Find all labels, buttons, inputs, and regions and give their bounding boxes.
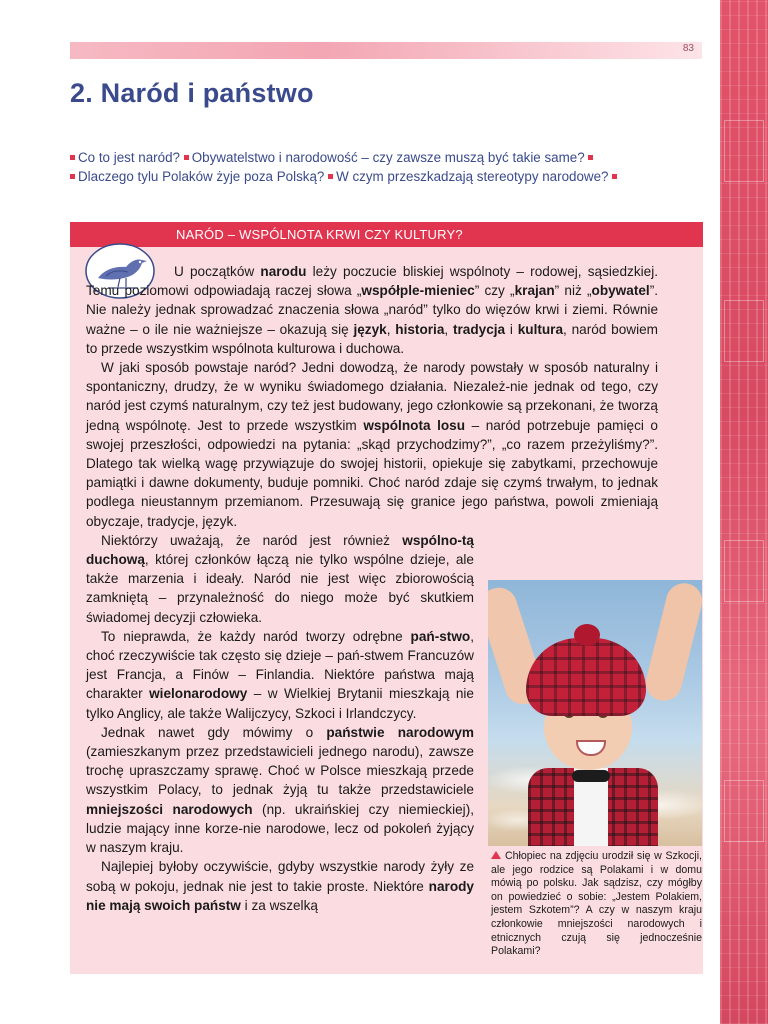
bold-term: narody nie mają swoich państw xyxy=(86,878,474,913)
header-bar xyxy=(70,42,702,59)
bold-term: wspólno-tą duchową xyxy=(86,532,474,568)
bold-term: pań-stwo xyxy=(410,628,471,644)
bold-term: współple-mieniec xyxy=(361,283,475,299)
paragraph-5 xyxy=(86,723,474,857)
text-run: leży poczucie bliskiej wspólnoty – rodowej, sąsiedzkiej. Temu poziomowi odpowiadają raczej słowa „ xyxy=(86,264,658,299)
text-run: – w Wielkiej Brytanii mieszkają nie tylko Anglicy, ale także Walijczycy, Szkoci i Irlandczycy. xyxy=(86,686,474,721)
bold-term: narodu xyxy=(260,264,307,279)
caption-text: Chłopiec na zdjęciu urodził się w Szkocji, ale jego rodzice są Polakami i w domu mówią po polsku. Jak sądzisz, czy mógłby on powiedzieć o sobie: „Jestem Polakiem, jestem Szkotem”? A czy w naszym kraju członkowie mniejszości narodowych i etnicznych czują się jednocześnie Polakami? xyxy=(491,850,702,958)
text-run: U początków xyxy=(174,264,261,279)
strip-block xyxy=(724,780,764,842)
paragraph-6 xyxy=(86,857,474,915)
bullet-icon xyxy=(70,155,75,160)
photo-scottish-boy xyxy=(488,580,702,846)
photo-bow-tie xyxy=(572,770,610,782)
text-run: ” niż „ xyxy=(554,283,592,299)
bold-term: wspólnota losu xyxy=(363,417,466,433)
text-run: Najlepiej byłoby oczywiście, gdyby wszystkie narody żyły ze sobą w pokoju, jednak nie jest to takie proste. Niektóre xyxy=(86,859,474,894)
guiding-questions xyxy=(70,148,710,186)
text-run: (zamieszkanym przez przedstawicieli jednego narodu), zawsze trochę upraszczamy sprawę. Choć w Polsce mieszkają przede wszystkim Polacy, to jednak żyją tu także przedstawiciele xyxy=(86,744,474,798)
page-number: 83 xyxy=(682,43,694,54)
narrow-column xyxy=(86,531,474,915)
question-4: W czym przeszkadzają stereotypy narodowe? xyxy=(336,169,609,184)
text-run: Jednak nawet gdy mówimy o xyxy=(101,724,327,740)
paragraph-4 xyxy=(86,627,474,723)
paragraph-3 xyxy=(86,531,474,627)
bullet-icon xyxy=(588,155,593,160)
text-run: ”. Nie należy jednak sprowadzać znaczenia słowa „naród” tylko do więzów krwi i ziemi. Równie ważne – o ile nie ważniejsze – okazują się xyxy=(86,283,658,337)
strip-block xyxy=(724,300,764,362)
text-run: – naród potrzebuje pamięci o swojej przeszłości, odpowiedzi na pytania: „skąd przychodzimy?”, „co razem przeżyliśmy?”. Dlatego tak wielką wagę przywiązuje do swojej historii, opiekuje się zabytkami, przechowuje pamiątki i dawne dokumenty, buduje pomniki. Choć naród zdaje się czymś trwałym, to jednak podlega nieustannym przemianom. Przesuwają się granice jego państwa, powoli zmieniają obyczaje, tradycje, język. xyxy=(86,417,658,529)
strip-block xyxy=(724,120,764,182)
strip-block xyxy=(724,540,764,602)
section-header xyxy=(70,222,703,247)
text-run: , xyxy=(444,321,453,337)
question-2: Obywatelstwo i narodowość – czy zawsze muszą być takie same? xyxy=(191,150,585,165)
text-run: To nieprawda, że każdy naród tworzy odrębne xyxy=(101,628,411,644)
bold-term: język xyxy=(353,321,387,337)
questions-line-1 xyxy=(70,148,710,167)
question-3: Dlaczego tylu Polaków żyje poza Polską? xyxy=(78,169,325,184)
text-run: , choć rzeczywiście tak często się dzieje – pań-stwem Francuzów jest Francja, a Finów – Finlandia. Niektóre państwa mają charakter xyxy=(86,628,474,702)
bold-term: tradycja xyxy=(452,321,506,337)
text-run: , xyxy=(386,321,396,337)
bold-term: historia xyxy=(395,321,445,337)
triangle-up-icon xyxy=(491,851,501,859)
text-run: , naród bowiem to przede wszystkim wspólnota kulturowa i duchowa. xyxy=(86,321,658,356)
questions-line-2 xyxy=(70,167,710,186)
paragraph-1 xyxy=(86,262,658,358)
bullet-icon xyxy=(70,174,75,179)
bold-term: krajan xyxy=(514,283,555,299)
text-run: i xyxy=(505,321,518,337)
bold-term: obywatel xyxy=(591,283,650,299)
question-1: Co to jest naród? xyxy=(78,150,180,165)
text-run: Niektórzy uważają, że naród jest również xyxy=(101,532,403,548)
bullet-icon xyxy=(328,174,333,179)
bold-term: mniejszości narodowych xyxy=(86,801,253,817)
text-run: W jaki sposób powstaje naród? Jedni dowodzą, że narody powstały w sposób naturalny i spontaniczny, drudzy, że w wyniku świadomego działania. Niezależ-nie jednak od tego, czy naród jest czymś naturalnym, czy też jest budowany, jego członkowie są przekonani, że tworzą jedną wspólnotę. Jest to przede wszystkim xyxy=(86,360,658,433)
section-title: NARÓD – WSPÓLNOTA KRWI CZY KULTURY? xyxy=(176,227,463,242)
text-run: i za wszelką xyxy=(240,897,318,913)
text-run: (np. ukraińskiej czy niemieckiej), ludzie mający inne korze-nie narodowe, lecz od pokoleń żyjący w naszym kraju. xyxy=(86,801,475,856)
bullet-icon xyxy=(184,155,189,160)
text-run: ” czy „ xyxy=(474,283,515,299)
bold-term: kultura xyxy=(517,321,564,337)
bold-term: państwie narodowym xyxy=(326,724,474,740)
text-run: , której członków łączą nie tylko wspólne dzieje, ale także marzenia i ideały. Naród nie jest więc zbiorowością zamkniętą – przynależność do niego może być skutkiem świadomej decyzji człowieka. xyxy=(86,552,474,625)
photo-caption xyxy=(491,850,702,959)
bullet-icon xyxy=(612,174,617,179)
chapter-title: 2. Naród i państwo xyxy=(70,78,314,108)
bold-term: wielonarodowy xyxy=(149,686,248,702)
side-decoration-strip xyxy=(720,0,768,1024)
photo-hat-pompom xyxy=(574,624,600,646)
photo-tartan-hat xyxy=(526,638,646,716)
paragraph-2 xyxy=(86,358,658,531)
